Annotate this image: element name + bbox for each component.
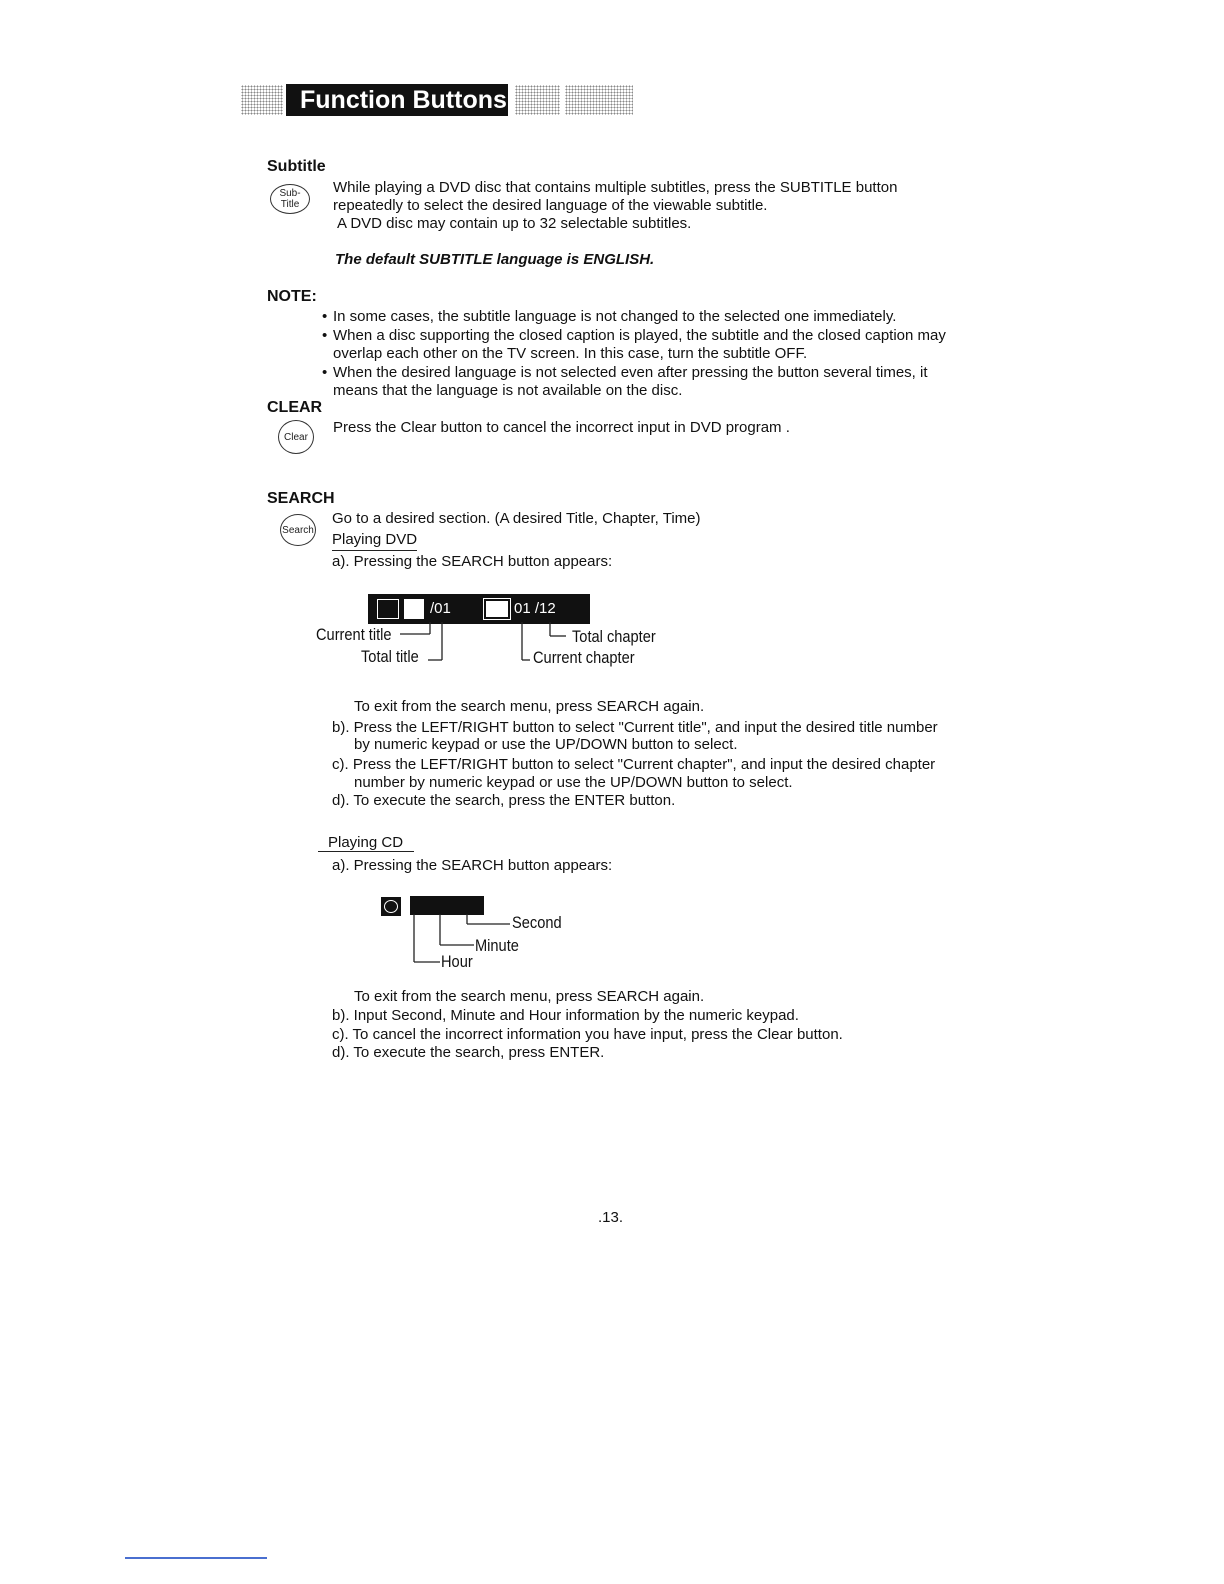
- page-number: .13.: [598, 1209, 624, 1226]
- note-line-5: means that the language is not available on the disc.: [333, 382, 683, 399]
- search-button-icon: [280, 514, 316, 546]
- note-bullet-1: •: [322, 308, 328, 325]
- search-intro: Go to a desired section. (A desired Title, Chapter, Time): [332, 510, 701, 527]
- subtitle-line-1: While playing a DVD disc that contains multiple subtitles, press the SUBTITLE button: [333, 179, 898, 196]
- dvd-step-c1: c). Press the LEFT/RIGHT button to select "Current chapter", and input the desired chapter: [332, 756, 936, 773]
- dvd-exit-text: To exit from the search menu, press SEARCH again.: [354, 698, 705, 715]
- note-line-4: When the desired language is not selected even after pressing the button several times, it: [333, 364, 928, 381]
- clear-button-icon: [278, 420, 314, 454]
- dvd-step-a: a). Pressing the SEARCH button appears:: [332, 553, 613, 570]
- clear-description: Press the Clear button to cancel the incorrect input in DVD program .: [333, 419, 790, 436]
- search-icon-label: Search: [282, 524, 314, 536]
- label-second: Second: [512, 913, 562, 932]
- note-line-2: When a disc supporting the closed caption is played, the subtitle and the closed caption may: [333, 327, 946, 344]
- title-icon: [377, 599, 399, 619]
- clear-icon-label: Clear: [284, 431, 308, 443]
- subtitle-icon-line2: Title: [280, 199, 300, 210]
- title-value-box: [404, 599, 424, 619]
- note-bullet-2: •: [322, 327, 328, 344]
- footer-rule: [125, 1557, 267, 1559]
- subtitle-line-3: A DVD disc may contain up to 32 selectable subtitles.: [337, 215, 692, 232]
- subtitle-heading: Subtitle: [267, 158, 326, 175]
- header-dots-right-2: [565, 85, 633, 115]
- note-line-3: overlap each other on the TV screen. In this case, turn the subtitle OFF.: [333, 345, 808, 362]
- osd-total-title: /01: [430, 600, 451, 617]
- cd-step-c: c). To cancel the incorrect information you have input, press the Clear button.: [332, 1026, 843, 1043]
- header-dots-right-1: [515, 85, 560, 115]
- subtitle-default-note: The default SUBTITLE language is ENGLISH.: [335, 251, 655, 268]
- cd-step-a: a). Pressing the SEARCH button appears:: [332, 857, 613, 874]
- label-total-title: Total title: [361, 647, 419, 666]
- dvd-step-c2: number by numeric keypad or use the UP/DOWN button to select.: [354, 774, 793, 791]
- label-minute: Minute: [475, 936, 519, 955]
- note-heading: NOTE:: [267, 288, 317, 305]
- page-title: Function Buttons: [286, 84, 508, 116]
- note-line-1: In some cases, the subtitle language is not changed to the selected one immediately.: [333, 308, 897, 325]
- subtitle-line-2: repeatedly to select the desired language of the viewable subtitle.: [333, 197, 768, 214]
- label-current-chapter: Current chapter: [533, 648, 635, 667]
- chapter-icon: [484, 599, 510, 619]
- clear-heading: CLEAR: [267, 399, 323, 416]
- dvd-step-d: d). To execute the search, press the ENTER button.: [332, 792, 676, 809]
- subtitle-button-icon: [270, 184, 310, 214]
- search-heading: SEARCH: [267, 490, 335, 507]
- label-total-chapter: Total chapter: [572, 627, 656, 646]
- dvd-step-b1: b). Press the LEFT/RIGHT button to select "Current title", and input the desired title number: [332, 719, 938, 736]
- subtitle-icon-line1: Sub-: [279, 188, 301, 199]
- note-bullet-3: •: [322, 364, 328, 381]
- cd-step-b: b). Input Second, Minute and Hour information by the numeric keypad.: [332, 1007, 799, 1024]
- cd-exit-text: To exit from the search menu, press SEARCH again.: [354, 988, 705, 1005]
- label-current-title: Current title: [316, 625, 392, 644]
- dvd-step-b2: by numeric keypad or use the UP/DOWN button to select.: [354, 736, 738, 753]
- cd-step-d: d). To execute the search, press ENTER.: [332, 1044, 605, 1061]
- header-dots-left: [241, 85, 283, 115]
- playing-cd-label: Playing CD: [328, 834, 404, 851]
- playing-dvd-label: Playing DVD: [332, 531, 417, 551]
- osd-chapter: 01 /12: [514, 600, 556, 617]
- label-hour: Hour: [441, 952, 473, 971]
- clock-icon: [381, 897, 401, 916]
